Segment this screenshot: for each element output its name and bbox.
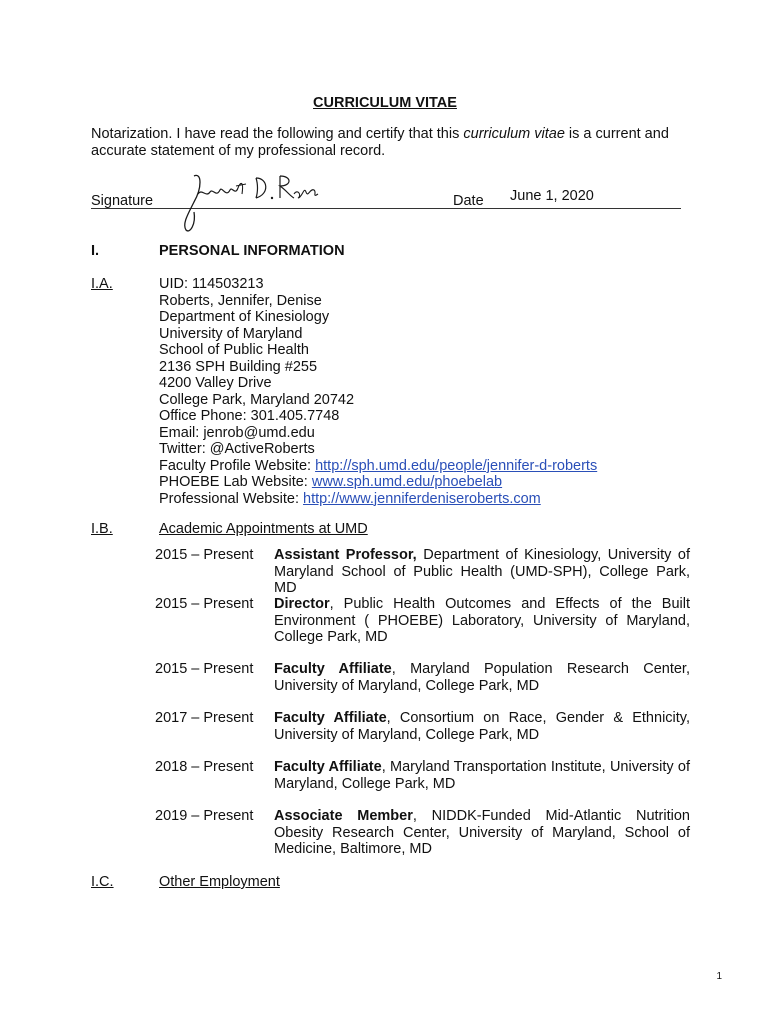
- lab-website-label: PHOEBE Lab Website:: [159, 474, 312, 490]
- section-number-ic: I.C.: [91, 874, 114, 890]
- professional-website-line: [159, 491, 597, 508]
- lab-website-line: [159, 474, 597, 491]
- faculty-profile-label: Faculty Profile Website:: [159, 457, 316, 474]
- notarization-text-before: Notarization. I have read the following and certify that this: [91, 126, 464, 142]
- notarization-statement: [91, 126, 691, 159]
- info-line: College Park, Maryland 20742: [159, 391, 355, 408]
- appointment-description: [274, 661, 690, 694]
- appointment-years: 2018 – Present: [155, 759, 254, 775]
- appointment-detail: , NIDDK-Funded Mid-Atlantic Nutrition Obesity Research Center, University of Maryland, School of Medicine, Baltimore, MD: [274, 808, 690, 857]
- appointment-role: Director: [274, 596, 330, 612]
- appointment-detail: , Consortium on Race, Gender & Ethnicity, University of Maryland, College Park, MD: [274, 710, 690, 743]
- professional-website-label: Professional Website:: [159, 490, 303, 507]
- appointment-detail: Department of Kinesiology, University of Maryland School of Public Health (UMD-SPH), College Park, MD: [274, 547, 690, 596]
- appointment-role: Assistant Professor,: [274, 547, 417, 563]
- appointment-years: 2015 – Present: [155, 596, 254, 612]
- appointment-description: [274, 547, 690, 597]
- faculty-profile-line: [159, 458, 597, 475]
- info-line: Email: jenrob@umd.edu: [159, 424, 315, 441]
- appointment-years: 2015 – Present: [155, 547, 254, 563]
- section-number-ib: I.B.: [91, 521, 113, 537]
- appointment-role: Faculty Affiliate: [274, 710, 387, 726]
- personal-info-block: [159, 276, 597, 507]
- lab-website-link[interactable]: www.sph.umd.edu/phoebelab: [311, 474, 503, 490]
- notarization-text-after: is a current and accurate statement of my professional record.: [91, 126, 669, 159]
- date-label: Date: [453, 193, 484, 209]
- info-line: UID: 114503213: [159, 276, 264, 292]
- info-line: 2136 SPH Building #255: [159, 358, 318, 375]
- page-number: 1: [716, 971, 722, 982]
- section-number-i: I.: [91, 243, 100, 259]
- document-title: CURRICULUM VITAE: [313, 95, 457, 111]
- appointment-role: Faculty Affiliate: [274, 759, 382, 775]
- notarization-italic: curriculum vitae: [463, 126, 565, 142]
- section-title-other-employment: Other Employment: [159, 874, 280, 890]
- info-line: Department of Kinesiology: [159, 309, 330, 325]
- appointment-detail: , Maryland Transportation Institute, University of Maryland, College Park, MD: [274, 759, 690, 792]
- section-number-ia: I.A.: [91, 276, 113, 292]
- appointment-role: Faculty Affiliate: [274, 661, 392, 677]
- info-line: Office Phone: 301.405.7748: [159, 408, 340, 424]
- handwritten-signature: [172, 168, 322, 238]
- appointment-description: [274, 808, 690, 858]
- info-line: Twitter: @ActiveRoberts: [159, 441, 315, 457]
- section-title-academic-appointments: Academic Appointments at UMD: [159, 521, 368, 537]
- appointment-description: [274, 596, 690, 646]
- appointment-detail: , Maryland Population Research Center, University of Maryland, College Park, MD: [274, 661, 690, 694]
- appointment-role: Associate Member: [274, 808, 413, 824]
- date-value: June 1, 2020: [510, 188, 594, 204]
- info-line: Roberts, Jennifer, Denise: [159, 292, 322, 309]
- professional-website-link[interactable]: http://www.jenniferdeniseroberts.com: [303, 490, 541, 507]
- faculty-profile-link[interactable]: http://sph.umd.edu/people/jennifer-d-roberts: [315, 457, 598, 474]
- signature-label: Signature: [91, 193, 154, 209]
- info-line: University of Maryland: [159, 325, 303, 342]
- info-line: School of Public Health: [159, 342, 309, 358]
- appointment-years: 2019 – Present: [155, 808, 254, 824]
- appointment-description: [274, 759, 690, 792]
- appointment-years: 2015 – Present: [155, 661, 254, 677]
- appointment-description: [274, 710, 690, 743]
- info-line: 4200 Valley Drive: [159, 375, 272, 391]
- appointment-detail: , Public Health Outcomes and Effects of the Built Environment ( PHOEBE) Laboratory, University of Maryland, College Park, MD: [274, 596, 690, 645]
- appointment-years: 2017 – Present: [155, 710, 254, 726]
- section-title-personal-information: PERSONAL INFORMATION: [159, 243, 345, 259]
